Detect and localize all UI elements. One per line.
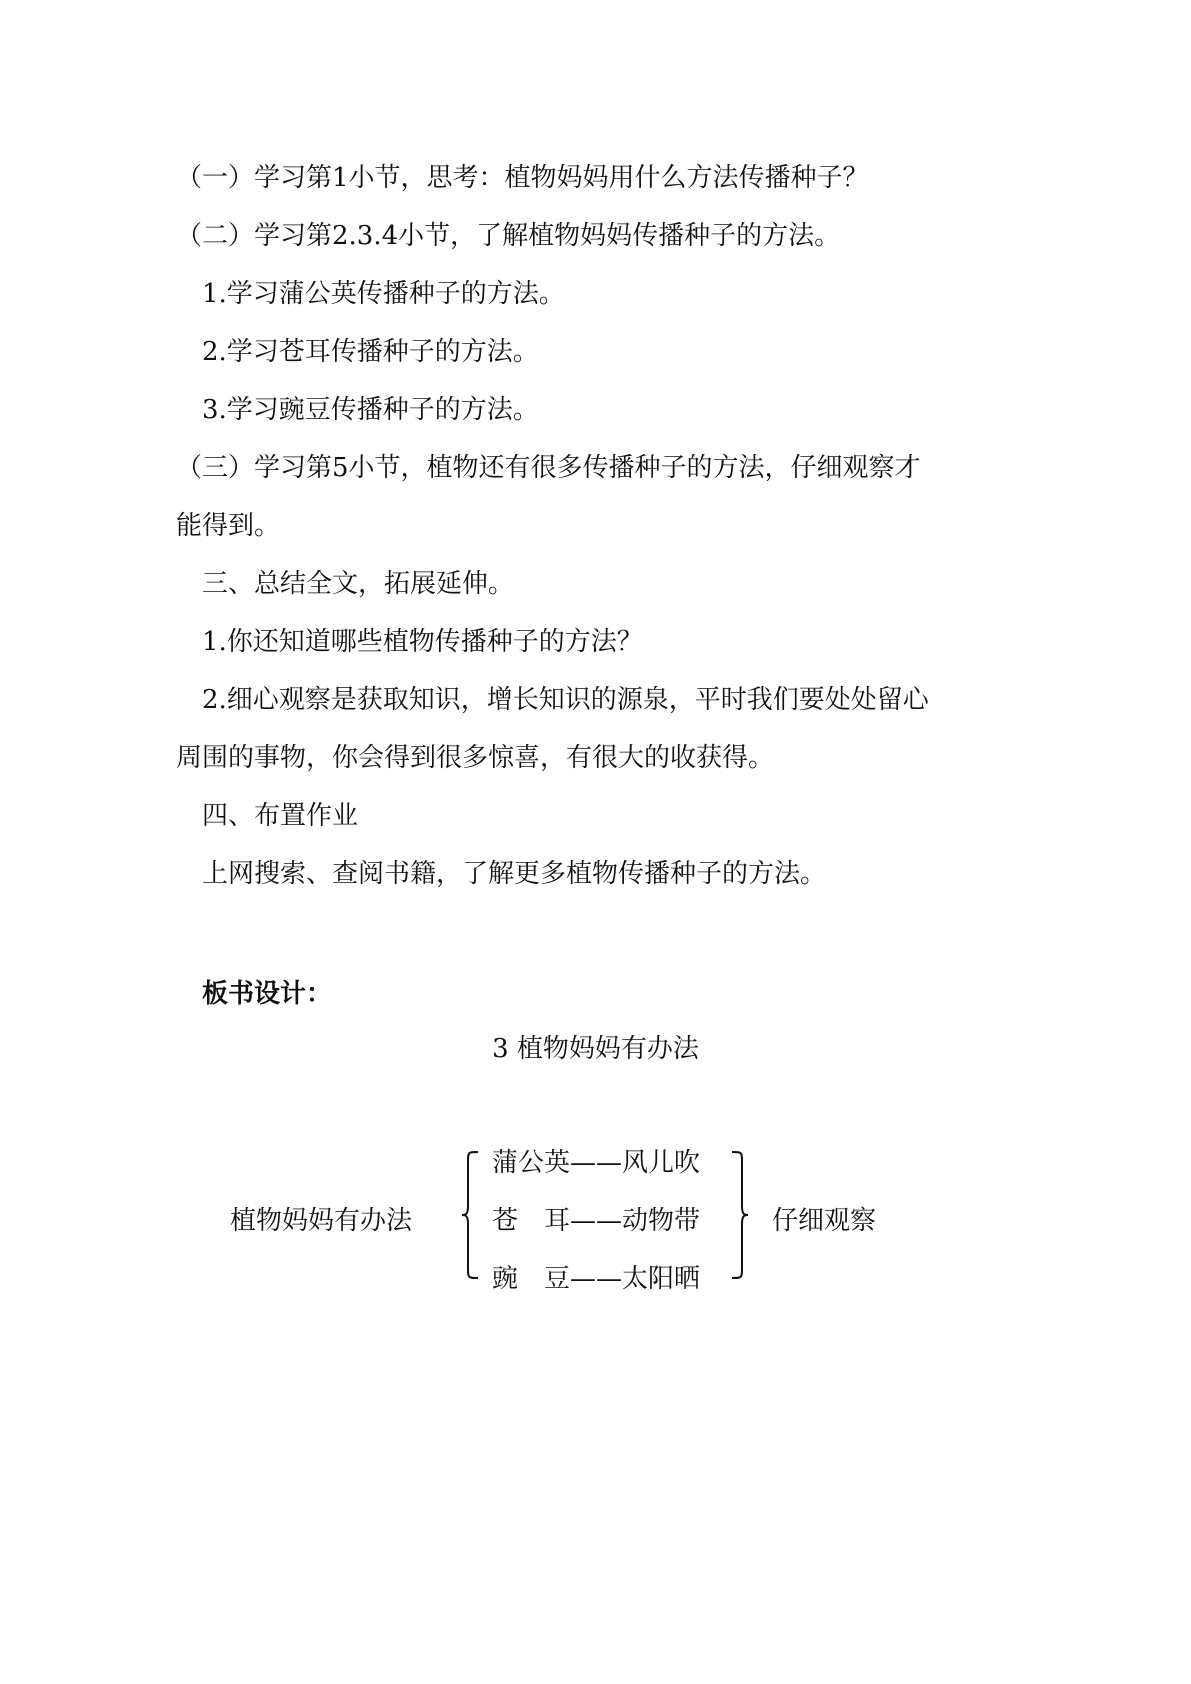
board-title: 3 植物妈妈有办法 xyxy=(492,1034,699,1064)
board-left-label: 植物妈妈有办法 xyxy=(230,1206,413,1236)
text-line-13: 上网搜索、查阅书籍，了解更多植物传播种子的方法。 xyxy=(202,859,827,889)
board-item-3: 豌 豆——太阳晒 xyxy=(492,1264,701,1294)
left-brace-icon xyxy=(462,1150,482,1280)
text-line-11: 周围的事物，你会得到很多惊喜，有很大的收获得。 xyxy=(176,743,775,773)
text-line-9: 1.你还知道哪些植物传播种子的方法？ xyxy=(202,627,643,657)
text-line-3: 1.学习蒲公英传播种子的方法。 xyxy=(202,279,565,309)
text-line-4: 2.学习苍耳传播种子的方法。 xyxy=(202,337,539,367)
text-line-10: 2.细心观察是获取知识，增长知识的源泉，平时我们要处处留心 xyxy=(202,685,929,715)
text-line-8: 三、总结全文，拓展延伸。 xyxy=(202,569,515,599)
text-line-1: （一）学习第1小节，思考：植物妈妈用什么方法传播种子？ xyxy=(176,163,869,193)
text-line-2: （二）学习第2.3.4小节，了解植物妈妈传播种子的方法。 xyxy=(176,221,841,251)
board-item-2: 苍 耳——动物带 xyxy=(492,1206,701,1236)
text-line-12: 四、布置作业 xyxy=(202,801,359,831)
text-line-5: 3.学习豌豆传播种子的方法。 xyxy=(202,395,539,425)
board-heading: 板书设计： xyxy=(202,979,333,1009)
text-line-7: 能得到。 xyxy=(176,511,281,541)
right-brace-icon xyxy=(728,1150,748,1280)
text-line-6: （三）学习第5小节，植物还有很多传播种子的方法，仔细观察才 xyxy=(176,453,921,483)
board-right-label: 仔细观察 xyxy=(772,1206,877,1236)
board-item-1: 蒲公英——风儿吹 xyxy=(492,1148,701,1178)
